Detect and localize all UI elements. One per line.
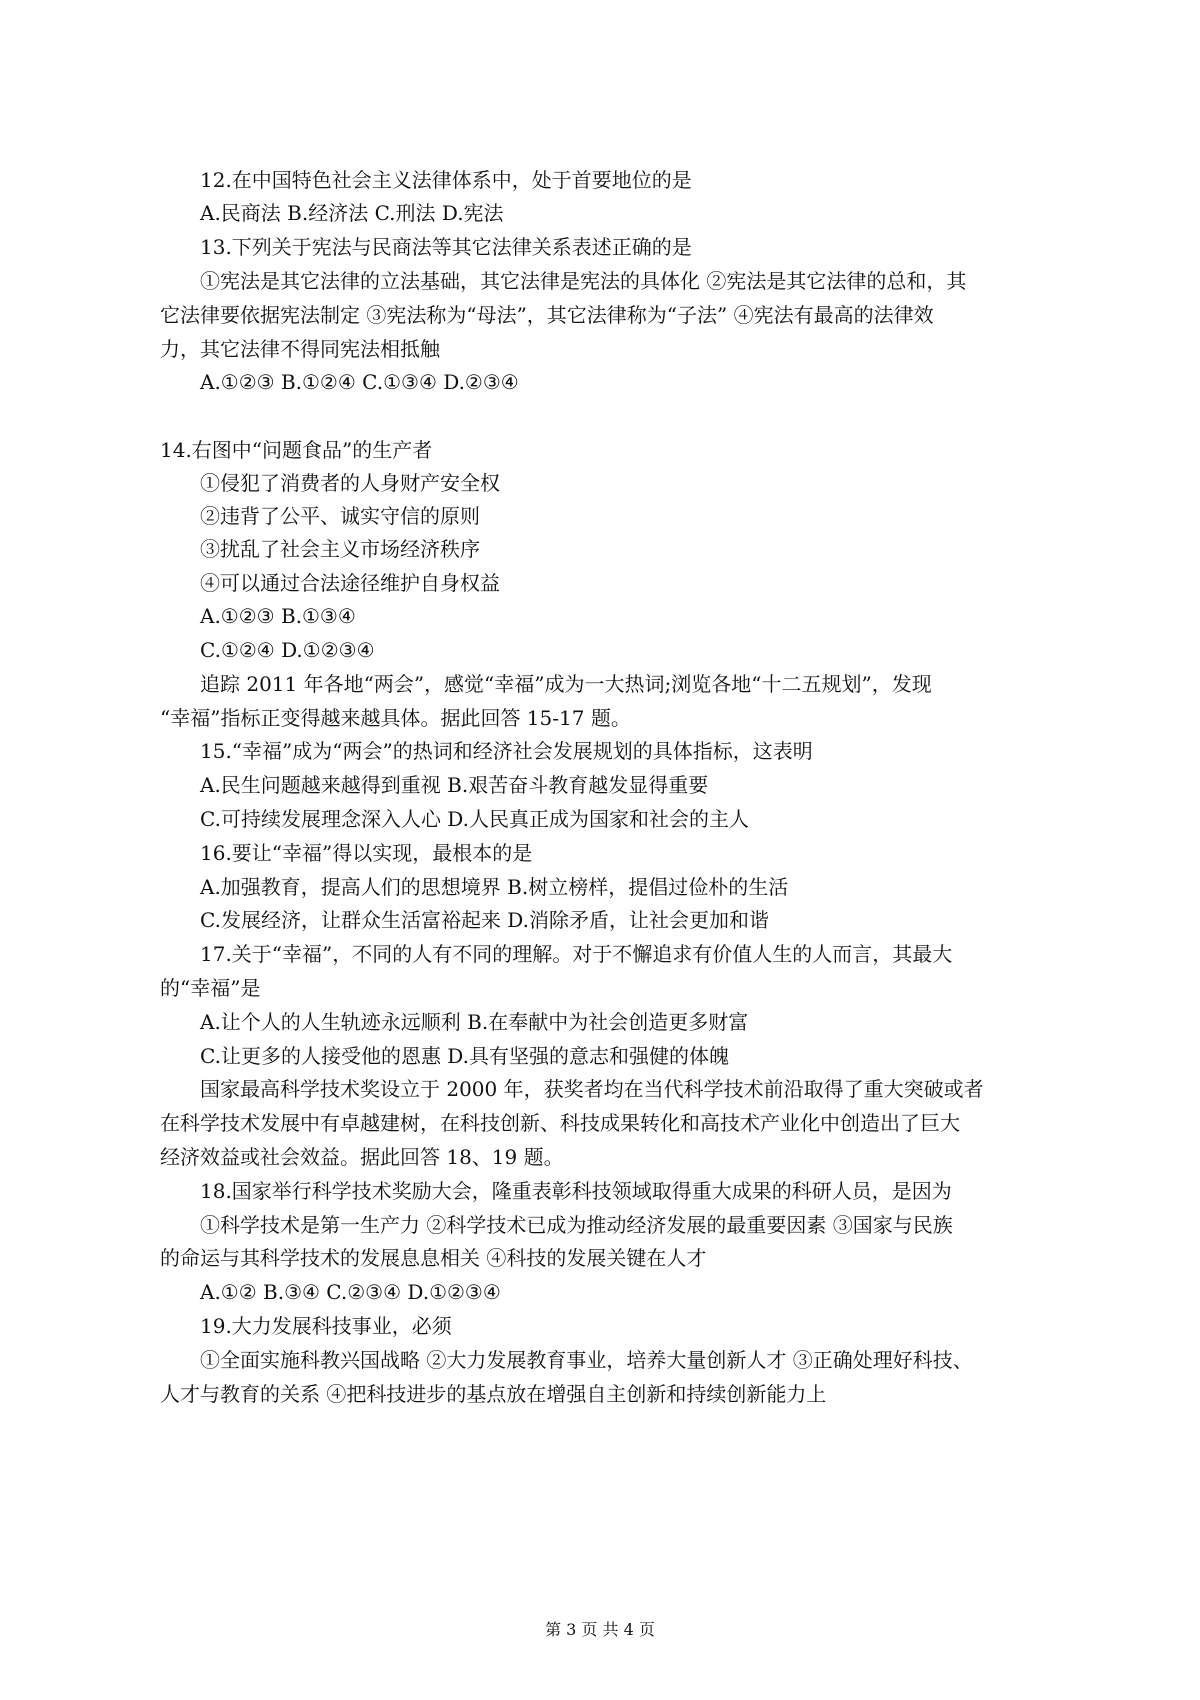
- passage-18-19-line-2: 在科学技术发展中有卓越建树，在科技创新、科技成果转化和高技术产业化中创造出了巨大: [160, 1111, 960, 1135]
- q13-statement-line-3: 力，其它法律不得同宪法相抵触: [160, 337, 440, 361]
- q16-stem: 16.要让“幸福”得以实现，最根本的是: [200, 841, 533, 865]
- q17-options-cd: C.让更多的人接受他的恩惠 D.具有坚强的意志和强健的体魄: [200, 1044, 729, 1068]
- q13-options: A.①②③ B.①②④ C.①③④ D.②③④: [200, 370, 519, 394]
- q19-statement-line-1: ①全面实施科教兴国战略 ②大力发展教育事业，培养大量创新人才 ③正确处理好科技、: [200, 1348, 973, 1372]
- q17-options-ab: A.让个人的人生轨迹永远顺利 B.在奉献中为社会创造更多财富: [200, 1010, 749, 1034]
- q14-statement-4: ④可以通过合法途径维护自身权益: [200, 571, 500, 595]
- q16-options-ab: A.加强教育，提高人们的思想境界 B.树立榜样，提倡过俭朴的生活: [200, 875, 789, 899]
- q18-stem: 18.国家举行科学技术奖励大会，隆重表彰科技领域取得重大成果的科研人员，是因为: [200, 1179, 952, 1203]
- q14-statement-3: ③扰乱了社会主义市场经济秩序: [200, 537, 480, 561]
- q16-options-cd: C.发展经济，让群众生活富裕起来 D.消除矛盾，让社会更加和谐: [200, 908, 769, 932]
- q13-statement-line-2: 它法律要依据宪法制定 ③宪法称为“母法”，其它法律称为“子法” ④宪法有最高的法律效: [160, 303, 934, 327]
- q14-stem: 14.右图中“问题食品”的生产者: [160, 438, 433, 462]
- q19-statement-line-2: 人才与教育的关系 ④把科技进步的基点放在增强自主创新和持续创新能力上: [160, 1382, 827, 1406]
- q14-options-ab: A.①②③ B.①③④: [200, 604, 356, 628]
- q15-stem: 15.“幸福”成为“两会”的热词和经济社会发展规划的具体指标，这表明: [200, 739, 813, 763]
- q13-stem: 13.下列关于宪法与民商法等其它法律关系表述正确的是: [200, 235, 692, 259]
- q18-options: A.①② B.③④ C.②③④ D.①②③④: [200, 1280, 501, 1304]
- page-number-footer: 第 3 页 共 4 页: [545, 1620, 655, 1639]
- q12-stem: 12.在中国特色社会主义法律体系中，处于首要地位的是: [200, 168, 692, 192]
- passage-15-17-line-2: “幸福”指标正变得越来越具体。据此回答 15-17 题。: [160, 706, 631, 730]
- q19-stem: 19.大力发展科技事业，必须: [200, 1314, 452, 1338]
- q17-stem-line-1: 17.关于“幸福”，不同的人有不同的理解。对于不懈追求有价值人生的人而言，其最大: [200, 942, 953, 966]
- q18-statement-line-1: ①科学技术是第一生产力 ②科学技术已成为推动经济发展的最重要因素 ③国家与民族: [200, 1213, 953, 1237]
- q14-statement-2: ②违背了公平、诚实守信的原则: [200, 504, 480, 528]
- q17-stem-line-2: 的“幸福”是: [160, 976, 261, 1000]
- q14-statement-1: ①侵犯了消费者的人身财产安全权: [200, 471, 500, 495]
- passage-18-19-line-3: 经济效益或社会效益。据此回答 18、19 题。: [160, 1145, 564, 1169]
- passage-15-17-line-1: 追踪 2011 年各地“两会”，感觉“幸福”成为一大热词;浏览各地“十二五规划”，发现: [200, 672, 932, 696]
- passage-18-19-line-1: 国家最高科学技术奖设立于 2000 年，获奖者均在当代科学技术前沿取得了重大突破或者: [200, 1077, 984, 1101]
- q15-options-cd: C.可持续发展理念深入人心 D.人民真正成为国家和社会的主人: [200, 807, 749, 831]
- q13-statement-line-1: ①宪法是其它法律的立法基础，其它法律是宪法的具体化 ②宪法是其它法律的总和，其: [200, 269, 967, 293]
- q12-options: A.民商法 B.经济法 C.刑法 D.宪法: [200, 201, 504, 225]
- q14-options-cd: C.①②④ D.①②③④: [200, 638, 375, 662]
- q18-statement-line-2: 的命运与其科学技术的发展息息相关 ④科技的发展关键在人才: [160, 1246, 707, 1270]
- q15-options-ab: A.民生问题越来越得到重视 B.艰苦奋斗教育越发显得重要: [200, 773, 709, 797]
